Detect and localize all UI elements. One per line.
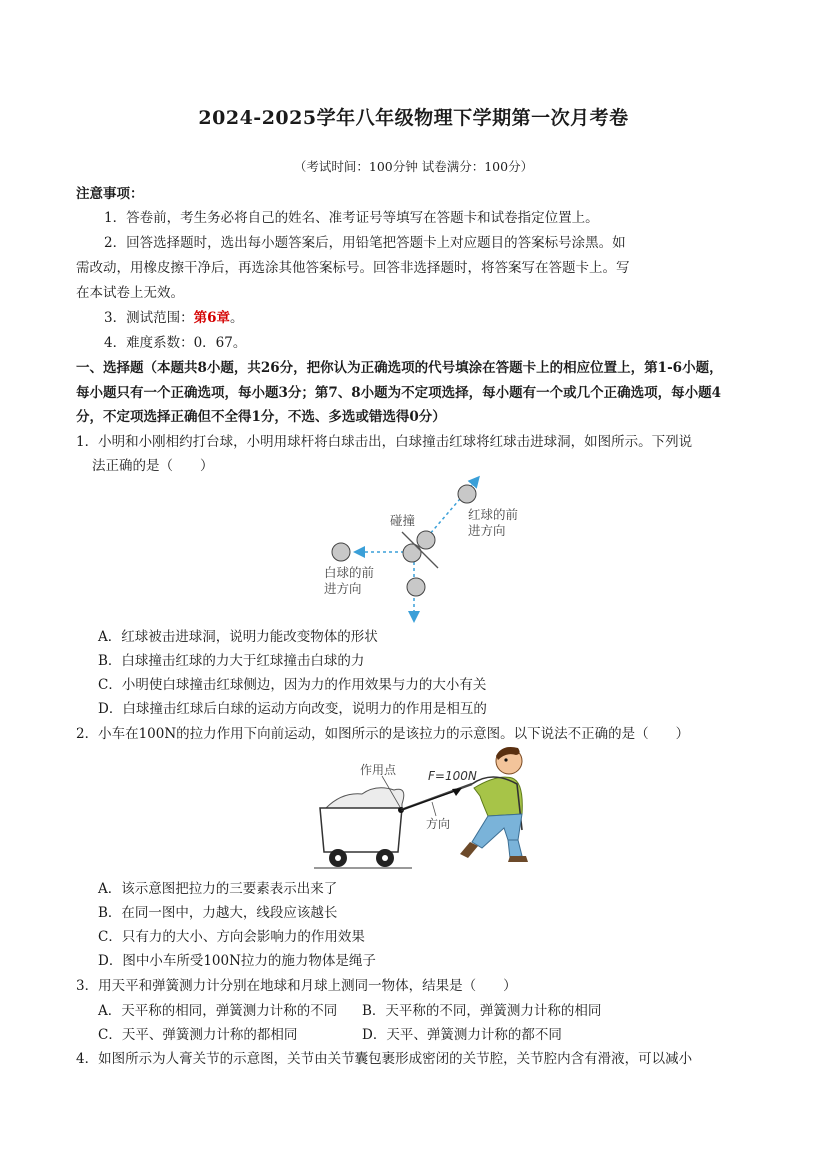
cart-wheel-right-hub <box>382 855 388 861</box>
page-title: 2024-2025学年八年级物理下学期第一次月考卷 <box>198 107 629 129</box>
q3-option-b: B．天平称的不同，弹簧测力计称的相同 <box>362 1003 602 1019</box>
note-2-line-2: 需改动，用橡皮擦干净后，再选涂其他答案标号。回答非选择题时，将答案写在答题卡上。写 <box>76 260 630 276</box>
label-application-point: 作用点 <box>360 763 397 777</box>
q3-option-c: C．天平、弹簧测力计称的都相同 <box>98 1027 298 1043</box>
note-2-line-3: 在本试卷上无效。 <box>76 285 184 301</box>
q4-stem: 4．如图所示为人膏关节的示意图，关节由关节囊包裹形成密闭的关节腔，关节腔内含有滑液，可以减小 <box>76 1051 693 1067</box>
q1-option-a: A．红球被击进球洞，说明力能改变物体的形状 <box>98 629 378 645</box>
section-1-line-1: 一、选择题（本题共8小题，共26分，把你认为正确选项的代号填涂在答题卡上的相应位置上，第1-6小题， <box>76 360 723 376</box>
note-4: 4．难度系数：0．67。 <box>104 335 247 351</box>
label-red-direction-1: 红球的前 <box>468 507 519 522</box>
section-1-line-2: 每小题只有一个正确选项，每小题3分；第7、8小题为不定项选择，每小题有一个或几个正确选项，每小题4 <box>76 385 722 401</box>
q1-billiard-figure <box>310 472 550 624</box>
note-3-suffix: 。 <box>230 310 244 326</box>
note-2-line-1: 2．回答选择题时，选出每小题答案后，用铅笔把答题卡上对应题目的答案标号涂黑。如 <box>104 235 626 251</box>
label-force: F=100N <box>428 769 477 783</box>
test-scope: 第6章 <box>193 310 230 326</box>
label-collision: 碰撞 <box>390 513 416 528</box>
q3-option-a: A．天平称的相同，弹簧测力计称的不同 <box>98 1003 338 1019</box>
q1-stem-line-1: 1．小明和小刚相约打台球，小明用球杆将白球击出，白球撞击红球将红球击进球洞，如图所示。下列说 <box>76 434 693 450</box>
force-arrow <box>401 790 458 810</box>
boy-figure <box>460 747 528 862</box>
red-ball-end <box>458 485 476 503</box>
white-ball-collision <box>403 544 421 562</box>
notes-heading: 注意事项： <box>76 186 144 202</box>
section-1-line-3: 分，不定项选择正确但不全得1分，不选、多选或错选得0分） <box>76 409 446 425</box>
q1-option-d: D．白球撞击红球后白球的运动方向改变，说明力的作用是相互的 <box>98 701 487 717</box>
note-3-prefix: 3．测试范围： <box>104 310 194 326</box>
q1-option-b: B．白球撞击红球的力大于红球撞击白球的力 <box>98 653 365 669</box>
q2-option-d: D．图中小车所受100N拉力的施力物体是绳子 <box>98 953 376 969</box>
q2-option-c: C．只有力的大小、方向会影响力的作用效果 <box>98 929 365 945</box>
q1-option-c: C．小明使白球撞击红球侧边，因为力的作用效果与力的大小有关 <box>98 677 487 693</box>
q3-stem: 3．用天平和弹簧测力计分别在地球和月球上测同一物体，结果是（ ） <box>76 978 517 994</box>
note-3 <box>104 306 244 326</box>
q2-stem: 2．小车在100N的拉力作用下向前运动，如图所示的是该拉力的示意图。以下说法不正确的是（ ） <box>76 726 690 742</box>
label-white-direction-1: 白球的前 <box>324 565 375 580</box>
label-red-direction-2: 进方向 <box>468 523 506 538</box>
exam-info: （考试时间：100分钟 试卷满分：100分） <box>293 159 534 174</box>
cart-load <box>326 788 404 808</box>
cart-wheel-left-hub <box>335 855 341 861</box>
red-ball-collision <box>417 531 435 549</box>
label-white-direction-2: 进方向 <box>324 581 362 596</box>
label-direction: 方向 <box>426 817 451 831</box>
q3-option-d: D．天平、弹簧测力计称的都不同 <box>362 1027 562 1043</box>
note-1: 1．答卷前，考生务必将自己的姓名、准考证号等填写在答题卡和试卷指定位置上。 <box>104 210 599 226</box>
cart-body <box>320 808 402 852</box>
white-ball-end <box>407 578 425 596</box>
white-ball-start <box>332 543 350 561</box>
direction-leader <box>432 802 436 816</box>
q2-option-a: A．该示意图把拉力的三要素表示出来了 <box>98 881 338 897</box>
q1-stem-line-2: 法正确的是（ ） <box>92 458 214 474</box>
q2-option-b: B．在同一图中，力越大，线段应该越长 <box>98 905 338 921</box>
q2-cart-figure <box>312 744 542 872</box>
